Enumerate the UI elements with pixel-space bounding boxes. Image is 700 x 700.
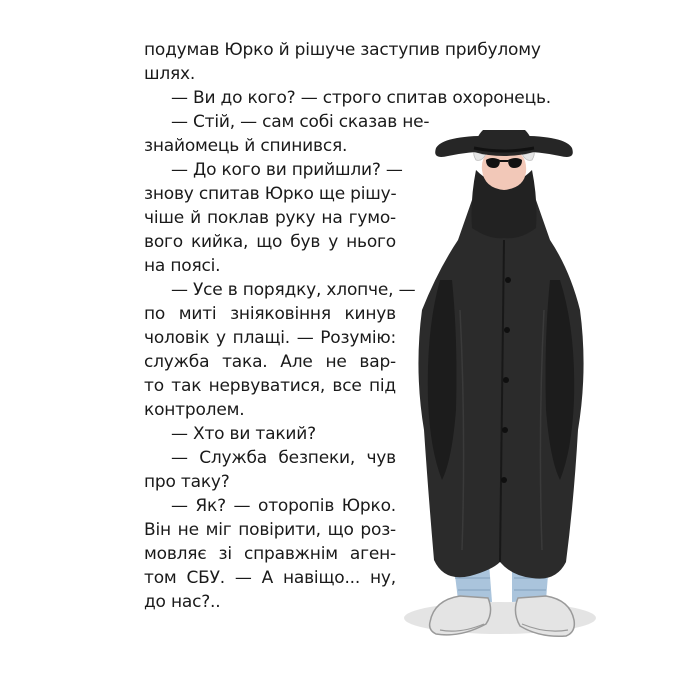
text-line: подумав Юрко й рішуче заступив прибулому — [144, 40, 541, 60]
text-line: на поясі. — [144, 256, 221, 276]
text-line: — До кого ви прийшли? — — [171, 160, 403, 180]
text-line: Він не міг повірити, що роз- — [144, 520, 396, 540]
text-line: мовляє зі справжнім аген- — [144, 544, 396, 564]
text-line: служба така. Але не вар- — [144, 352, 396, 372]
text-line: шлях. — [144, 64, 196, 84]
text-line: вого кийка, що був у нього — [144, 232, 396, 252]
spy-man-illustration — [400, 130, 600, 650]
text-line: — Усе в порядку, хлопче, — — [171, 280, 416, 300]
text-line: про таку? — [144, 472, 230, 492]
text-line: чоловік у плащі. — Розумію: — [144, 328, 396, 348]
text-line: — Стій, — сам собі сказав не- — [171, 112, 430, 132]
trench-coat — [418, 170, 583, 579]
text-line: контролем. — [144, 400, 245, 420]
text-line: том СБУ. — А навіщо... ну, — [144, 568, 396, 588]
text-line: — Ви до кого? — строго спитав охоронець. — [171, 88, 551, 108]
text-line: знову спитав Юрко ще рішу- — [144, 184, 397, 204]
text-line: знайомець й спинився. — [144, 136, 348, 156]
text-line: — Хто ви такий? — [171, 424, 316, 444]
text-line: — Як? — оторопів Юрко. — [171, 496, 396, 516]
text-line: чіше й поклав руку на гумо- — [144, 208, 396, 228]
text-line: до нас?.. — [144, 592, 221, 612]
text-line: по миті зніяковіння кинув — [144, 304, 396, 324]
text-line: то так нервуватися, все під — [144, 376, 396, 396]
text-line: — Служба безпеки, чув — [171, 448, 396, 468]
story-text — [144, 38, 551, 614]
hat — [435, 130, 573, 157]
